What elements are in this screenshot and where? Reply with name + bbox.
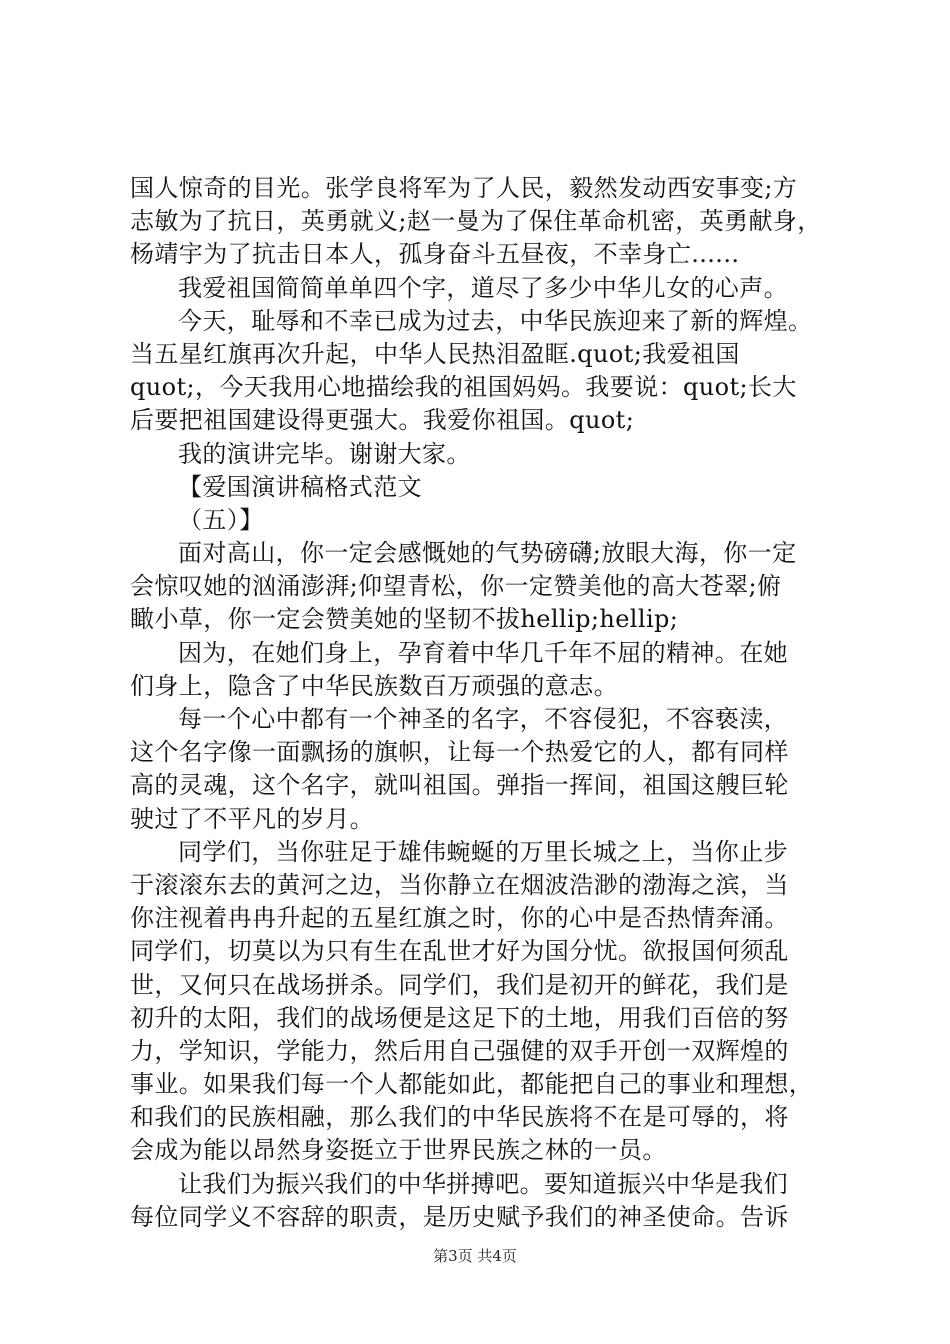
text-line: 今天，耻辱和不幸已成为过去，中华民族迎来了新的辉煌。 (178, 306, 813, 335)
text-line: quot;，今天我用心地描绘我的祖国妈妈。我要说：quot;长大 (130, 373, 797, 402)
text-line: 们身上，隐含了中华民族数百万顽强的意志。 (130, 671, 618, 700)
text-line: 驶过了不平凡的岁月。 (130, 804, 374, 833)
document-body (130, 172, 836, 1234)
text-line: 和我们的民族相融，那么我们的中华民族将不在是可辱的，将 (130, 1103, 789, 1132)
text-line: 我的演讲完毕。谢谢大家。 (178, 439, 471, 468)
text-line: 会惊叹她的汹涌澎湃;仰望青松，你一定赞美他的高大苍翠;俯 (130, 572, 782, 601)
text-line: 于滚滚东去的黄河之边，当你静立在烟波浩渺的渤海之滨，当 (130, 870, 789, 899)
text-line: 志敏为了抗日，英勇就义;赵一曼为了保住革命机密，英勇献身， (130, 207, 822, 236)
text-line: 事业。如果我们每一个人都能如此，都能把自己的事业和理想， (130, 1070, 814, 1099)
text-line: 同学们，当你驻足于雄伟蜿蜒的万里长城之上，当你止步 (178, 837, 788, 866)
text-line: 每一个心中都有一个神圣的名字，不容侵犯，不容亵渎， (178, 705, 788, 733)
text-line: 这个名字像一面飘扬的旗帜，让每一个热爱它的人，都有同样 (130, 738, 789, 767)
text-line: 力，学知识，学能力，然后用自己强健的双手开创一双辉煌的 (130, 1036, 789, 1065)
text-line: 高的灵魂，这个名字，就叫祖国。弹指一挥间，祖国这艘巨轮 (130, 771, 789, 800)
text-line: 后要把祖国建设得更强大。我爱你祖国。quot; (130, 406, 635, 435)
text-line: 因为，在她们身上，孕育着中华几千年不屈的精神。在她 (178, 638, 788, 667)
page-footer: 第3页 共4页 (433, 1247, 517, 1265)
text-line: 面对高山，你一定会感慨她的气势磅礴;放眼大海，你一定 (178, 539, 797, 568)
text-line: 【爱国演讲稿格式范文 (178, 472, 422, 501)
text-line: 会成为能以昂然身姿挺立于世界民族之林的一员。 (130, 1136, 667, 1165)
text-line: 初升的太阳，我们的战场便是这足下的土地，用我们百倍的努 (130, 1003, 789, 1032)
text-line: 我爱祖国简简单单四个字，道尽了多少中华儿女的心声。 (178, 273, 788, 302)
text-line: 当五星红旗再次升起，中华人民热泪盈眶.quot;我爱祖国 (130, 339, 740, 368)
text-line: 同学们，切莫以为只有生在乱世才好为国分忧。欲报国何须乱 (130, 937, 789, 966)
text-line: （五）】 (178, 505, 264, 534)
text-line: 你注视着冉冉升起的五星红旗之时，你的心中是否热情奔涌。 (130, 904, 789, 933)
text-line: 每位同学义不容辞的职责，是历史赋予我们的神圣使命。告诉 (130, 1202, 789, 1231)
text-line: 国人惊奇的目光。张学良将军为了人民，毅然发动西安事变;方 (130, 174, 798, 202)
text-line: 让我们为振兴我们的中华拼搏吧。要知道振兴中华是我们 (178, 1169, 788, 1198)
text-line: 世，又何只在战场拼杀。同学们，我们是初开的鲜花，我们是 (130, 970, 789, 999)
text-line: 瞰小草，你一定会赞美她的坚韧不拔hellip;hellip; (130, 605, 679, 634)
text-line: 杨靖宇为了抗击日本人，孤身奋斗五昼夜，不幸身亡...... (130, 240, 740, 269)
